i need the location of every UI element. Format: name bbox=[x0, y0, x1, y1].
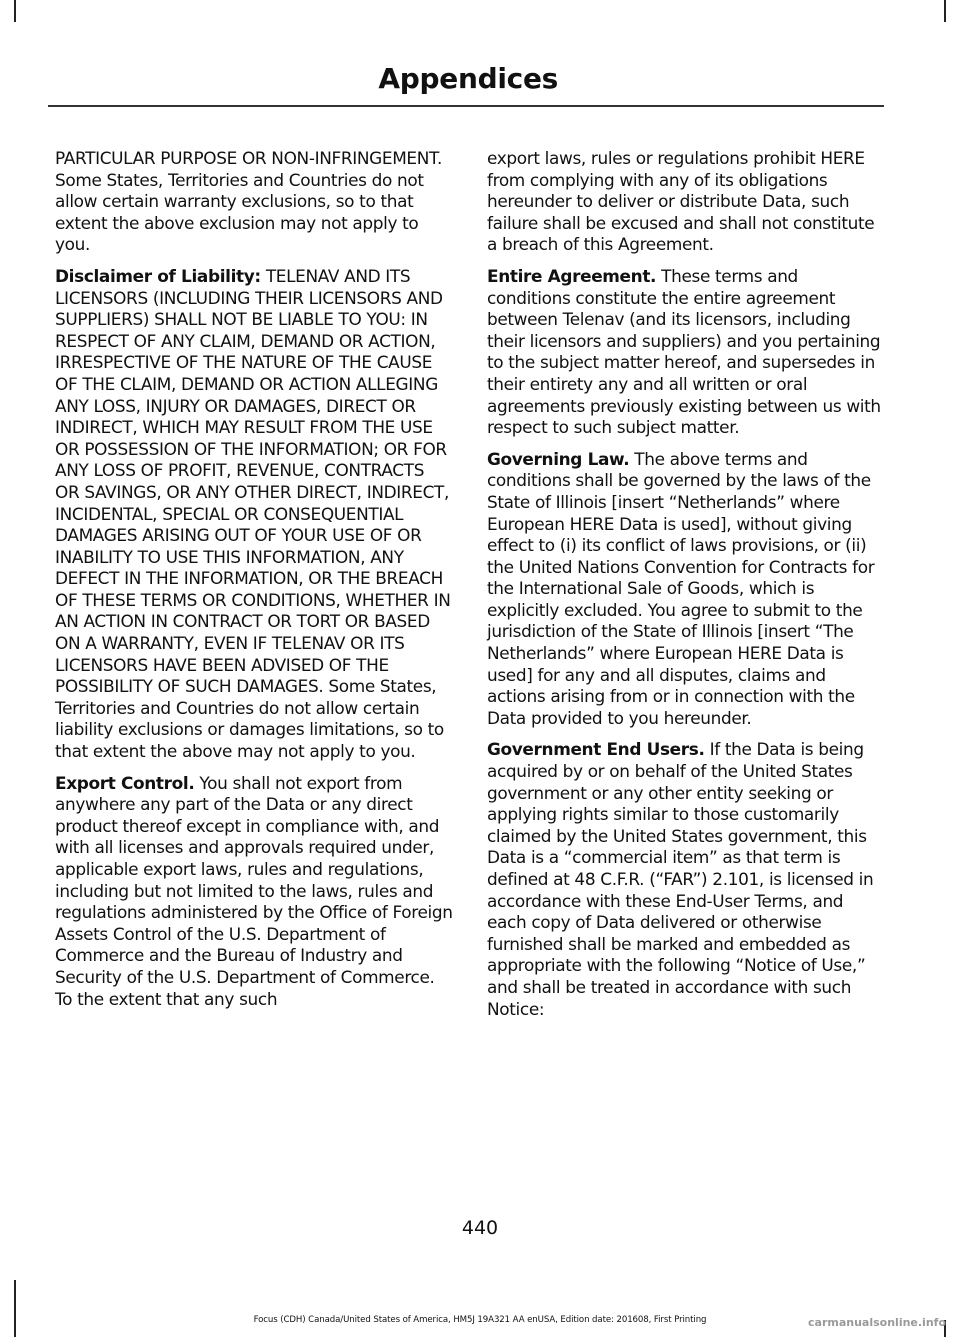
page-number: 440 bbox=[461, 1217, 499, 1239]
paragraph-heading: Export Control. bbox=[55, 772, 195, 793]
paragraph-heading: Entire Agreement. bbox=[487, 265, 657, 286]
paragraph-heading: Disclaimer of Liability: bbox=[55, 265, 261, 286]
paragraph: PARTICULAR PURPOSE OR NON-INFRINGEMENT. Some States, Territories and Countries do not allow certain warranty exclusions, so to that extent the above exclusion may not apply to you. bbox=[55, 148, 443, 255]
crop-mark-bottom-left bbox=[14, 1280, 16, 1337]
footer-edition-info: Focus (CDH) Canada/United States of America, HM5J 19A321 AA enUSA, Edition date: 201608, First Printing bbox=[253, 1315, 707, 1325]
paragraph: export laws, rules or regulations prohibit HERE from complying with any of its obligations hereunder to deliver or distribute Data, such failure shall be excused and shall not constitute a breach of this Agreement. bbox=[487, 148, 875, 255]
paragraph-government-end-users: Government End Users. If the Data is being acquired by or on behalf of the United States government or any other entity seeking or applying rights similar to those customarily claimed by the United States government, this Data is a “commercial item” as that term is defined at 48 C.F.R. (“FAR”) 2.101, is licensed in accordance with these End-User Terms, and each copy of Data delivered or otherwise furnished shall be marked and embedded as appropriate with the following “Notice of Use,” and shall be treated in accordance with such Notice: bbox=[487, 739, 874, 1019]
page-title: Appendices bbox=[378, 62, 558, 95]
paragraph-disclaimer: Disclaimer of Liability: TELENAV AND ITS LICENSORS (INCLUDING THEIR LICENSORS AND SUPPLIERS) SHALL NOT BE LIABLE TO YOU: IN RESPECT OF ANY CLAIM, DEMAND OR ACTION, IRRESPECTIVE OF THE NATURE OF THE CAUSE OF THE CLAIM, DEMAND OR ACTION ALLEGING ANY LOSS, INJURY OR DAMAGES, DIRECT OR INDIRECT, WHICH MAY RESULT FROM THE USE OR POSSESSION OF THE INFORMATION; OR FOR ANY LOSS OF PROFIT, REVENUE, CONTRACTS OR SAVINGS, OR ANY OTHER DIRECT, INDIRECT, INCIDENTAL, SPECIAL OR CONSEQUENTIAL DAMAGES ARISING OUT OF YOUR USE OF OR INABILITY TO USE THIS INFORMATION, ANY DEFECT IN THE INFORMATION, OR THE BREACH OF THESE TERMS OR CONDITIONS, WHETHER IN AN ACTION IN CONTRACT OR TORT OR BASED ON A WARRANTY, EVEN IF TELENAV OR ITS LICENSORS HAVE BEEN ADVISED OF THE POSSIBILITY OF SUCH DAMAGES. Some States, Territories and Countries do not allow certain liability exclusions or damages limitations, so to that extent the above may not apply to you. bbox=[55, 265, 451, 762]
crop-mark-top-left bbox=[14, 0, 16, 22]
paragraph-governing-law: Governing Law. The above terms and conditions shall be governed by the laws of the State of Illinois [insert “Netherlands” where European HERE Data is used], without giving effect to (i) its conflict of laws provisions, or (ii) the United Nations Convention for Contracts for the International Sale of Goods, which is explicitly excluded. You agree to submit to the jurisdiction of the State of Illinois [insert “The Netherlands” where European HERE Data is used] for any and all disputes, claims and actions arising from or in connection with the Data provided to you hereunder. bbox=[487, 448, 875, 728]
paragraph-heading: Governing Law. bbox=[487, 448, 630, 469]
paragraph-heading: Government End Users. bbox=[487, 739, 705, 760]
watermark: carmanualsonline.info bbox=[808, 1316, 946, 1329]
paragraph-export-control: Export Control. You shall not export from anywhere any part of the Data or any direct product thereof except in compliance with, and with all licenses and approvals required under, applicable export laws, rules and regulations, including but not limited to the laws, rules and regulations administered by the Office of Foreign Assets Control of the U.S. Department of Commerce and the Bureau of Industry and Security of the U.S. Department of Commerce. To the extent that any such bbox=[55, 772, 453, 1009]
header-rule bbox=[48, 105, 884, 107]
crop-mark-top-right bbox=[944, 0, 946, 22]
right-column bbox=[487, 148, 885, 1030]
paragraph-entire-agreement: Entire Agreement. These terms and conditions constitute the entire agreement between Telenav (and its licensors, including their licensors and suppliers) and you pertaining to the subject matter hereof, and supersedes in their entirety any and all written or oral agreements previously existing between us with respect to such subject matter. bbox=[487, 265, 881, 438]
left-column bbox=[55, 148, 453, 1020]
